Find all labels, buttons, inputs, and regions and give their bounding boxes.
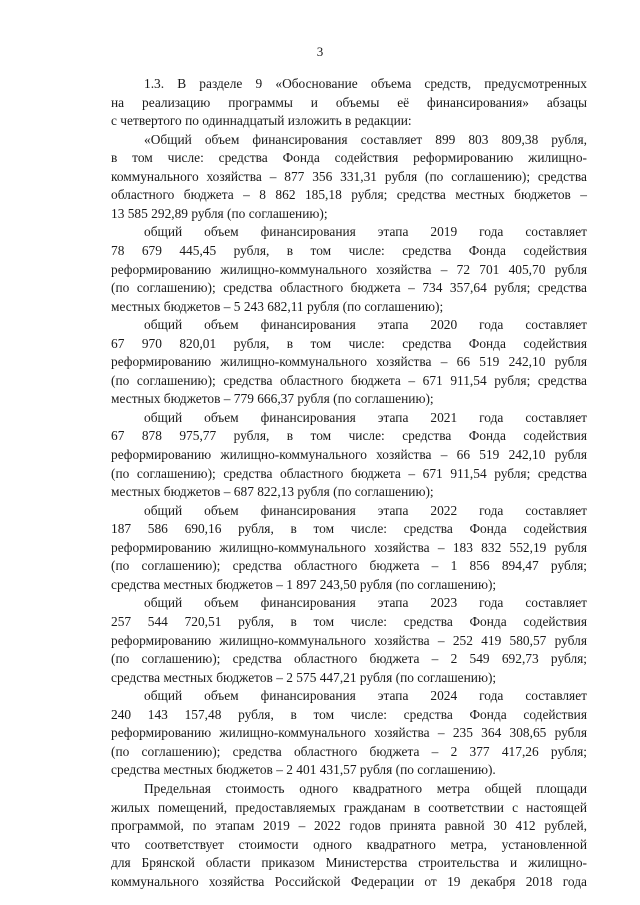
- page-number: 3: [316, 44, 324, 59]
- text-line: 240 143 157,48 рубля, в том числе: средства Фонда содействия: [111, 706, 587, 722]
- text-line: 78 679 445,45 рубля, в том числе: средства Фонда содействия: [111, 243, 587, 258]
- paragraph-first-line: общий объем финансирования этапа 2024 года составляет: [144, 688, 587, 704]
- text-line: средства местных бюджетов – 2 575 447,21 рубля (по соглашению);: [111, 669, 497, 685]
- paragraph-first-line: Предельная стоимость одного квадратного метра общей площади: [144, 780, 587, 796]
- text-line: местных бюджетов – 779 666,37 рубля (по соглашению);: [111, 391, 434, 407]
- text-line: что соответствует стоимости одного квадратного метра, установленной: [111, 836, 587, 852]
- paragraph-first-line: общий объем финансирования этапа 2022 года составляет: [144, 502, 587, 518]
- text-line: (по соглашению); средства областного бюджета – 2 377 417,26 рубля;: [111, 743, 587, 759]
- text-line: 13 585 292,89 рубля (по соглашению);: [111, 205, 328, 221]
- text-line: 67 878 975,77 рубля, в том числе: средства Фонда содействия: [111, 428, 587, 444]
- text-line: средства местных бюджетов – 2 401 431,57 рубля (по соглашению).: [111, 762, 496, 778]
- text-line: местных бюджетов – 5 243 682,11 рубля (по соглашению);: [111, 298, 444, 314]
- text-line: для Брянской области приказом Министерства строительства и жилищно-: [111, 855, 587, 871]
- paragraph-first-line: общий объем финансирования этапа 2019 года составляет: [144, 224, 587, 240]
- text-line: средства местных бюджетов – 1 897 243,50 рубля (по соглашению);: [111, 576, 497, 592]
- text-line: (по соглашению); средства областного бюджета – 2 549 692,73 рубля;: [111, 651, 587, 667]
- paragraph-first-line: «Общий объем финансирования составляет 899 803 809,38 рубля,: [144, 131, 587, 147]
- text-line: (по соглашению); средства областного бюджета – 734 357,64 рубля; средства: [111, 280, 587, 296]
- text-line: реформированию жилищно-коммунального хозяйства – 183 832 552,19 рубля: [111, 539, 587, 555]
- text-line: (по соглашению); средства областного бюджета – 1 856 894,47 рубля;: [111, 558, 587, 574]
- text-line: реформированию жилищно-коммунального хозяйства – 252 419 580,57 рубля: [111, 632, 587, 648]
- paragraph-first-line: 1.3. В разделе 9 «Обоснование объема средств, предусмотренных: [144, 76, 587, 91]
- text-line: жилых помещений, предоставляемых гражданам в соответствии с настоящей: [111, 799, 587, 815]
- paragraph-first-line: общий объем финансирования этапа 2023 года составляет: [144, 595, 587, 611]
- text-line: 67 970 820,01 рубля, в том числе: средства Фонда содействия: [111, 335, 587, 351]
- text-line: 187 586 690,16 рубля, в том числе: средства Фонда содействия: [111, 521, 587, 537]
- text-line: коммунального хозяйства Российской Федерации от 19 декабря 2018 года: [111, 873, 587, 889]
- text-line: реформированию жилищно-коммунального хозяйства – 66 519 242,10 рубля: [111, 354, 587, 370]
- paragraph-first-line: общий объем финансирования этапа 2021 года составляет: [144, 409, 587, 425]
- text-line: реформированию жилищно-коммунального хозяйства – 235 364 308,65 рубля: [111, 725, 587, 741]
- text-line: (по соглашению); средства областного бюджета – 671 911,54 рубля; средства: [111, 372, 587, 388]
- text-line: областного бюджета – 8 862 185,18 рубля; средства местных бюджетов –: [111, 187, 587, 203]
- text-line: программой, по этапам 2019 – 2022 годов принята равной 30 412 рублей,: [111, 818, 587, 833]
- text-line: с четвертого по одиннадцатый изложить в редакции:: [111, 113, 412, 129]
- text-line: реформированию жилищно-коммунального хозяйства – 72 701 405,70 рубля: [111, 261, 587, 277]
- text-line: коммунального хозяйства – 877 356 331,31 рубля (по соглашению); средства: [111, 168, 587, 184]
- text-line: местных бюджетов – 687 822,13 рубля (по соглашению);: [111, 484, 434, 500]
- text-line: реформированию жилищно-коммунального хозяйства – 66 519 242,10 рубля: [111, 447, 587, 462]
- text-line: на реализацию программы и объемы её финансирования» абзацы: [111, 94, 587, 110]
- text-line: в том числе: средства Фонда содействия реформированию жилищно-: [111, 150, 587, 166]
- paragraph-first-line: общий объем финансирования этапа 2020 года составляет: [144, 317, 587, 333]
- text-line: 257 544 720,51 рубля, в том числе: средства Фонда содействия: [111, 614, 587, 629]
- text-line: (по соглашению); средства областного бюджета – 671 911,54 рубля; средства: [111, 465, 587, 481]
